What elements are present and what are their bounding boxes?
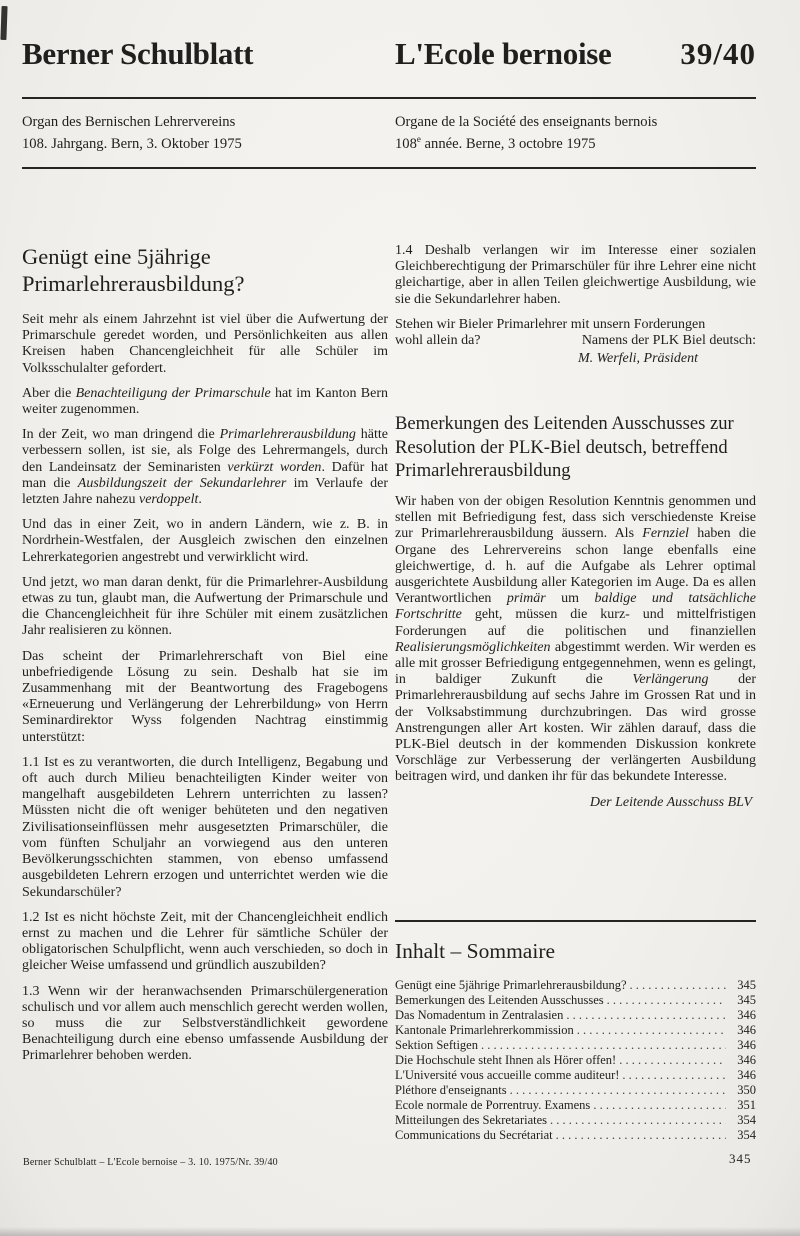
toc-entry-title: Mitteilungen des Sekretariates [395, 1113, 548, 1127]
page-number: 345 [729, 1151, 752, 1166]
article1-paragraph: 1.2 Ist es nicht höchste Zeit, mit der Chancengleichheit endlich ernst zu machen und die Lehrer für sämtliche Schüler der obligatorischen Schulpflicht, wenn auch verschieden, so doch in gleicher Weise umfassend und gründlich auszubilden? [22, 909, 388, 974]
closing-question-left: wohl allein da? [395, 333, 481, 349]
article1-paragraph: In der Zeit, wo man dringend die Primarlehrerausbildung hätte verbessern sollen, ist sie, als Folge des Lehrermangels, durch den Landeinsatz der Seminaristen verkürzt worden. Dafür hat man die Ausbildungszeit der Sekundarlehrer im Verlaufe der letzten Jahre nahezu verdoppelt. [22, 427, 388, 508]
imprint-german-line1: Organ des Bernischen Lehrervereins [22, 114, 236, 130]
toc-entry-page: 346 [737, 1053, 756, 1067]
article1-paragraph: Und das in einer Zeit, wo in andern Ländern, wie z. B. in Nordrhein-Westfalen, der Ausgleich zwischen den einzelnen Lehrerkategorien angestrebt und verwirklicht wird. [22, 517, 388, 565]
article1-paragraph: 1.1 Ist es zu verantworten, die durch Intelligenz, Begabung und oft auch durch Milieu benachteiligten Kinder weiter von mangelhaft ausgebildeten Lehrern unterrichten zu lassen? Müssten nicht die oft weniger behüteten und den negativen Zivilisationseinflüssen mehr ausgesetzten Primarschüler, die vom fünften Schuljahr an vorwiegend aus den unteren Bevölkerungsschichten stammen, von ebenso umfassend ausgebildeten Lehrern erzogen und unterrichtet werden wie die Sekundarschüler? [22, 754, 388, 900]
toc-list [395, 978, 756, 1143]
toc-leader-dots [630, 978, 726, 993]
article1-paragraph: Aber die Benachteiligung der Primarschule hat im Kanton Bern weiter zugenommen. [22, 385, 388, 418]
toc-row [395, 1113, 756, 1128]
toc-entry-title: Sektion Seftigen [395, 1038, 478, 1052]
toc-row [395, 1068, 756, 1083]
footer-imprint: Berner Schulblatt – L'Ecole bernoise – 3. 10. 1975/Nr. 39/40 [23, 1157, 278, 1168]
toc-leader-dots [550, 1113, 726, 1128]
attribution-line: Namens der PLK Biel deutsch: [581, 333, 756, 349]
imprint-block [22, 111, 756, 155]
toc-section [395, 920, 756, 1143]
article1-title: Genügt eine 5jährige Primarlehrerausbildung? [22, 244, 245, 296]
masthead-divider-top [22, 97, 756, 99]
toc-leader-dots [577, 1023, 726, 1038]
masthead-divider-bottom [22, 167, 756, 169]
imprint-german [22, 111, 388, 155]
toc-row [395, 1053, 756, 1068]
imprint-french-line1: Organe de la Société des enseignants bernois [395, 114, 658, 130]
toc-leader-dots [593, 1098, 726, 1113]
toc-entry-title: Bemerkungen des Leitenden Ausschusses [395, 993, 604, 1007]
toc-leader-dots [622, 1068, 726, 1083]
masthead-left [22, 36, 388, 72]
toc-leader-dots [619, 1053, 726, 1068]
closing-question-line2 [395, 333, 756, 349]
toc-heading: Inhalt – Sommaire [395, 939, 556, 963]
journal-title-german: Berner Schulblatt [22, 36, 254, 71]
toc-entry-page: 346 [737, 1068, 756, 1082]
toc-entry-title: Kantonale Primarlehrerkommission [395, 1023, 574, 1037]
toc-row [395, 993, 756, 1008]
toc-leader-dots [481, 1038, 726, 1053]
article2-signature: Der Leitende Ausschuss BLV [589, 794, 752, 810]
issue-number: 39/40 [680, 36, 756, 71]
masthead [22, 36, 756, 72]
closing-question-line1: Stehen wir Bieler Primarlehrer mit unsern Forderungen [395, 316, 706, 332]
toc-entry-title: L'Université vous accueille comme auditeur! [395, 1068, 620, 1082]
toc-entry-page: 346 [737, 1038, 756, 1052]
toc-row [395, 1083, 756, 1098]
toc-leader-dots [510, 1083, 726, 1098]
scan-artifact [0, 6, 7, 40]
toc-entry-page: 346 [737, 1008, 756, 1022]
toc-entry-page: 345 [737, 993, 756, 1007]
toc-entry-title: Pléthore d'enseignants [395, 1083, 507, 1097]
imprint-french-line2: 108e année. Berne, 3 octobre 1975 [395, 134, 596, 152]
toc-entry-page: 350 [737, 1083, 756, 1097]
right-column [395, 243, 756, 811]
journal-title-french: L'Ecole bernoise [395, 36, 612, 71]
toc-leader-dots [556, 1128, 726, 1143]
toc-row [395, 978, 756, 993]
toc-entry-page: 354 [737, 1128, 756, 1142]
toc-row [395, 1008, 756, 1023]
toc-entry-title: Communications du Secrétariat [395, 1128, 553, 1142]
article1-paragraph-14: 1.4 Deshalb verlangen wir im Interesse einer sozialen Gleichberechtigung der Primarschüler für ihre Lehrer eine nicht gleichartige, aber in allen Teilen gleichwertige Ausbildung, wie sie die Sekundarlehrer haben. [395, 243, 756, 307]
imprint-german-line2: 108. Jahrgang. Bern, 3. Oktober 1975 [22, 136, 242, 152]
toc-entry-page: 354 [737, 1113, 756, 1127]
article1-paragraph: Seit mehr als einem Jahrzehnt ist viel über die Aufwertung der Primarschule geredet worden, und Persönlichkeiten aus allen Kreisen haben Chancengleichheit für alle Schüler im Volksschulalter gefordert. [22, 312, 388, 376]
toc-divider [395, 920, 756, 922]
toc-entry-title: Ecole normale de Porrentruy. Examens [395, 1098, 591, 1112]
article2-paragraph: Wir haben von der obigen Resolution Kenntnis genommen und stellen mit Befriedigung fest, dass sich verschiedenste Kreise zur Primarlehrerausbildung äussern. Als Fernziel haben die Organe des Lehrervereins schon lange ebenfalls eine gleichwertige, d. h. auf die Aufgabe als Lehrer optimal ausgerichtete Ausbildung aller Kategorien im Auge. Da es allen Verantwortlichen primär um baldige und tatsächliche Fortschritte geht, müssen die kurz- und mittelfristigen Forderungen auf die politischen und finanziellen Realisierungsmöglichkeiten abgestimmt werden. Wir werden es alle mit grosser Befriedigung entgegennehmen, wenn es gelingt, in baldiger Zukunft die Verlängerung der Primarlehrerausbildung auf sechs Jahre im Grossen Rat und in der Volksabstimmung durchzubringen. Das wird grosse Anstrengungen aller Art kosten. Wir zählen darauf, dass die PLK-Biel deutsch in der kommenden Diskussion konkrete Vorschläge zur Verbesserung der verlängerten Ausbildung beitragen wird, und danken ihr für das bekundete Interesse. [395, 493, 756, 785]
article1-paragraph: Das scheint der Primarlehrerschaft von Biel eine unbefriedigende Lösung zu sein. Deshalb hat sie im Zusammenhang mit der Beantwortung des Fragebogens «Erneuerung und Verlängerung der Lehrerbildung» von Herrn Seminardirektor Wyss folgenden Nachtrag einstimmig unterstützt: [22, 648, 388, 745]
toc-entry-title: Genügt eine 5jährige Primarlehrerausbildung? [395, 978, 627, 992]
imprint-french [395, 111, 756, 155]
toc-entry-page: 345 [737, 978, 756, 992]
article2-title: Bemerkungen des Leitenden Ausschusses zur Resolution der PLK-Biel deutsch, betreffend Primarlehrerausbildung [395, 413, 734, 482]
toc-leader-dots [607, 993, 726, 1008]
toc-entry-title: Die Hochschule steht Ihnen als Hörer offen! [395, 1053, 617, 1067]
toc-row [395, 1038, 756, 1053]
toc-entry-page: 346 [737, 1023, 756, 1037]
article1-signature: M. Werfeli, Präsident [577, 351, 698, 367]
article1-paragraph: Und jetzt, wo man daran denkt, für die Primarlehrer-Ausbildung etwas zu tun, glaubt man, die Aufwertung der Primarschule und die Chancengleichheit für ihre Schüler mit einem zusätzlichen Jahr realisieren zu können. [22, 574, 388, 639]
toc-entry-title: Das Nomadentum in Zentralasien [395, 1008, 564, 1022]
left-column [22, 243, 388, 1074]
toc-row [395, 1023, 756, 1038]
toc-leader-dots [566, 1008, 726, 1023]
toc-entry-page: 351 [737, 1098, 756, 1112]
article1-paragraph: 1.3 Wenn wir der heranwachsenden Primarschülergeneration schulisch und vor allem auch menschlich gerecht werden wollen, so muss die zur Selbstverständlichkeit gewordene Benachteiligung durch eine ebenso umfassende Ausbildung der Primarlehrer behoben werden. [22, 983, 388, 1064]
toc-row [395, 1098, 756, 1113]
toc-row [395, 1128, 756, 1143]
masthead-right [395, 36, 756, 72]
